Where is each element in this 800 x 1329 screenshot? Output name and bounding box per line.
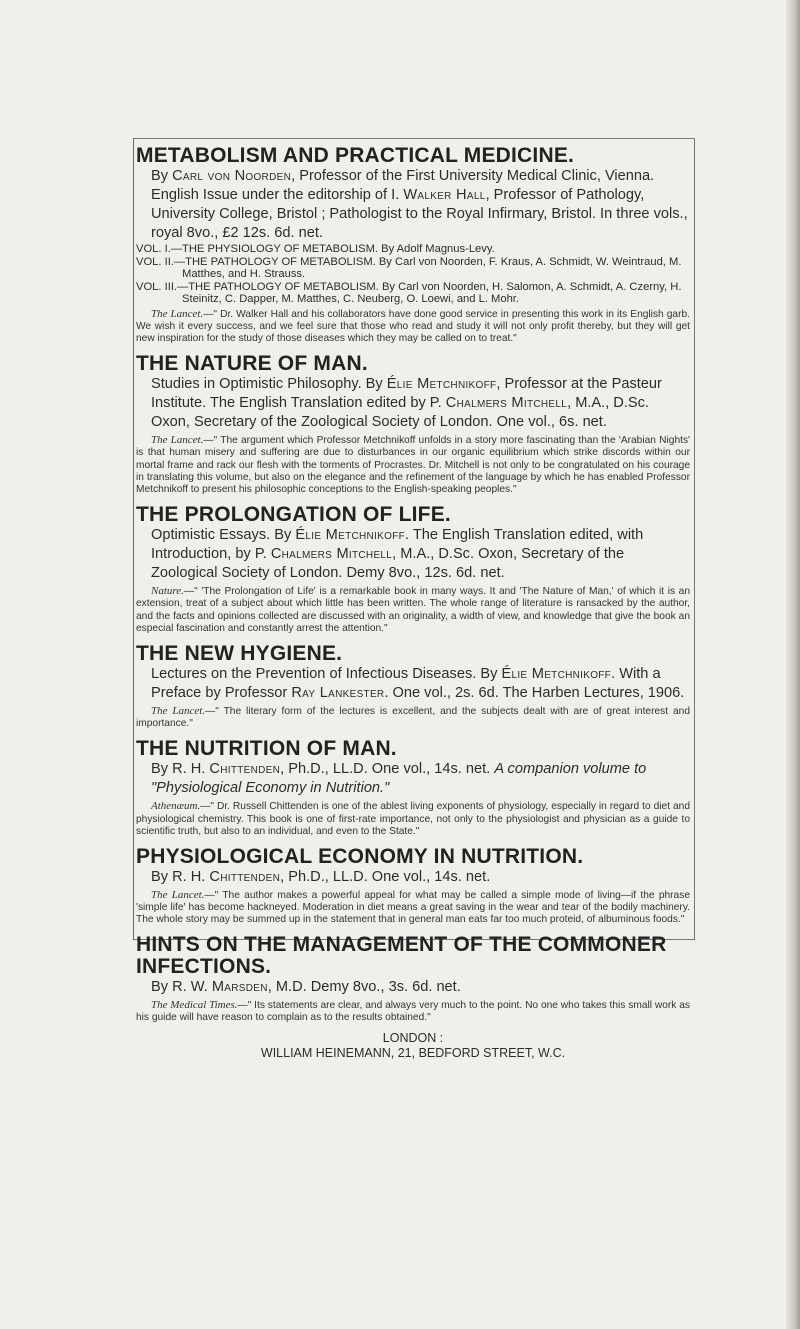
volume-line: VOL. III.—THE PATHOLOGY OF METABOLISM. By Carl von Noorden, H. Salomon, A. Schmidt, A. Czerny, H. Steinitz, C. Dapper, M. Matthes, C. Neuberg, O. Loewi, and L. Mohr. xyxy=(136,280,682,305)
book-entry-new-hygiene xyxy=(136,642,690,730)
book-title: PHYSIOLOGICAL ECONOMY IN NUTRITION. xyxy=(136,844,584,868)
author-name: Chittenden xyxy=(209,868,281,885)
book-description: Lectures on the Prevention of Infectious Diseases. By Élie Metchnikoff. With a Preface by Professor Ray Lankester. One vol., 2s. 6d. The Harben Lectures, 1906. xyxy=(151,665,685,701)
review-source: The Lancet. xyxy=(151,434,204,447)
author-name: Carl von Noorden xyxy=(172,168,292,184)
author-name: Élie Metchnikoff xyxy=(386,376,497,393)
author-name: Élie Metchnikoff xyxy=(501,665,612,682)
advertisement-page xyxy=(136,144,690,1061)
book-title: THE PROLONGATION OF LIFE. xyxy=(136,503,451,527)
publisher-imprint xyxy=(136,1031,690,1061)
author-name: Élie Metchnikoff xyxy=(295,527,405,544)
review-quote: Athenæum.—" Dr. Russell Chittenden is one of the ablest living exponents of physiology, especially in regard to diet and physiological chemistry. This book is one of first-rate importance, not only to the physiologist and physician as a guide to scientific truth, but also to an individual, and even to the State." xyxy=(136,800,690,837)
volume-line: VOL. I.—THE PHYSIOLOGY OF METABOLISM. By Adolf Magnus-Levy. xyxy=(136,243,495,255)
book-description: Studies in Optimistic Philosophy. By Élie Metchnikoff, Professor at the Pasteur Institute. The English Translation edited by P. Chalmers Mitchell, M.A., D.Sc. Oxon, Secretary of the Zoological Society of London. One vol., 6s. net. xyxy=(151,376,662,431)
volume-line: VOL. II.—THE PATHOLOGY OF METABOLISM. By Carl von Noorden, F. Kraus, A. Schmidt, W. Weintraud, M. Matthes, and H. Strauss. xyxy=(136,255,682,280)
editor-name: Chalmers Mitchell xyxy=(445,395,568,412)
review-source: The Lancet. xyxy=(151,704,206,717)
editor-name: Ray Lankester xyxy=(291,684,385,701)
review-source: The Lancet. xyxy=(151,888,205,901)
book-entry-nutrition-of-man xyxy=(136,737,690,838)
author-name: Marsden xyxy=(211,978,268,995)
book-title: METABOLISM AND PRACTICAL MEDICINE. xyxy=(136,144,575,167)
book-description: By R. H. Chittenden, Ph.D., LL.D. One vol., 14s. net. A companion volume to "Physiological Economy in Nutrition." xyxy=(151,761,647,797)
book-title: THE NUTRITION OF MAN. xyxy=(136,737,397,761)
book-description: By Carl von Noorden, Professor of the First University Medical Clinic, Vienna. English Issue under the editorship of I. Walker Hall, Professor of Pathology, University College, Bristol ; Pathologist to the Royal Infirmary, Bristol. In three vols., royal 8vo., £2 12s. 6d. net. xyxy=(151,168,688,241)
review-source: Nature. xyxy=(151,585,184,598)
book-title: THE NEW HYGIENE. xyxy=(136,641,343,665)
book-title: HINTS ON THE MANAGEMENT OF THE COMMONER INFECTIONS. xyxy=(136,932,667,978)
book-entry-commoner-infections xyxy=(136,934,690,1024)
review-quote: The Medical Times.—" Its statements are clear, and always very much to the point. No one who takes this small work as his guide will have reason to complain as to the results obtained." xyxy=(136,998,690,1023)
review-quote: The Lancet.—" The literary form of the lectures is excellent, and the subjects dealt with are of great interest and importance." xyxy=(136,704,690,730)
editor-name: Walker Hall xyxy=(403,187,486,203)
imprint-publisher: WILLIAM HEINEMANN, 21, BEDFORD STREET, W.C. xyxy=(260,1045,566,1060)
book-title: THE NATURE OF MAN. xyxy=(136,352,368,376)
review-quote: Nature.—" 'The Prolongation of Life' is a remarkable book in many ways. It and 'The Nature of Man,' of which it is an extension, treat of a subject about which little has been written. The whole range of literature is ransacked by the author, and the facts and opinions collected are discussed with an originality, a width of view, and knowledge that give the book an especial fascination and constantly arrest the attention." xyxy=(136,585,690,634)
review-quote: The Lancet.—" The author makes a powerful appeal for what may be called a simple mode of living—if the phrase 'simple life' has become hackneyed. Moderation in diet means a great saving in the wear and tear of the bodily machinery. The whole story may be summed up in the statement that in general man eats far too much proteid, of albuminous foods." xyxy=(136,888,690,926)
editor-name: Chalmers Mitchell xyxy=(270,546,393,563)
review-source: Athenæum. xyxy=(151,800,201,813)
book-description: By R. W. Marsden, M.D. Demy 8vo., 3s. 6d. net. xyxy=(151,978,461,995)
book-entry-nature-of-man xyxy=(136,352,690,496)
review-quote: The Lancet.—" The argument which Professor Metchnikoff unfolds in a story more fascinating than the 'Arabian Nights' is that human misery and suffering are due to disturbances in our organic equilibrium which strike discords within our mortal frame and rack our flesh with the torments of Procrastes. Dr. Mitchell is not only to be congratulated on his courage in translating this volume, but also on the elegance and the refinement of the language by which he has enabled Professor Metchnikoff to present his philosophic conceptions to the English-speaking peoples." xyxy=(136,434,690,495)
author-name: Chittenden xyxy=(209,761,281,778)
book-entry-metabolism xyxy=(136,144,690,345)
review-source: The Medical Times. xyxy=(151,998,238,1011)
book-description: Optimistic Essays. By Élie Metchnikoff. The English Translation edited, with Introduction, by P. Chalmers Mitchell, M.A., D.Sc. Oxon, Secretary of the Zoological Society of London. Demy 8vo., 12s. 6d. net. xyxy=(151,527,644,582)
book-entry-prolongation-of-life xyxy=(136,503,690,635)
page-edge-shadow xyxy=(786,0,800,1329)
book-entry-physiological-economy xyxy=(136,845,690,927)
review-source: The Lancet. xyxy=(151,307,204,320)
book-description: By R. H. Chittenden, Ph.D., LL.D. One vol., 14s. net. xyxy=(151,868,491,885)
review-quote: The Lancet.—" Dr. Walker Hall and his collaborators have done good service in presenting this work in its English garb. We wish it every success, and we feel sure that those who read and study it will not only profit thereby, but they will get new inspiration for the study of those diseases which they may be called on to treat." xyxy=(136,307,690,344)
imprint-city: LONDON : xyxy=(382,1030,444,1045)
